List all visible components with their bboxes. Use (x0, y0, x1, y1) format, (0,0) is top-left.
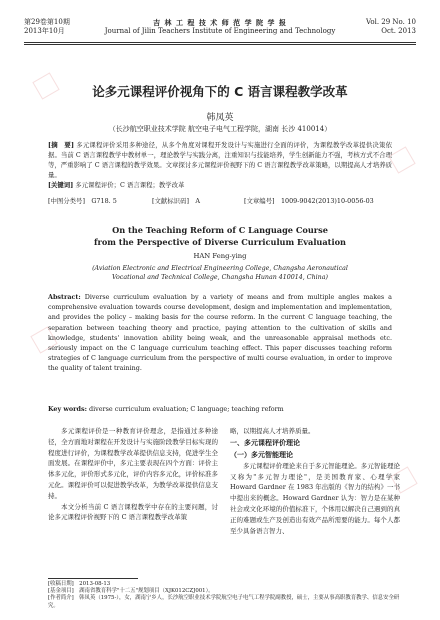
footnote-author-bio: [作者简介] 韩凤英（1975-），女，湖南宁乡人，长沙航空职业技术学院航空电子电气工程学院副教授，硕士，主要从事高职教育教学、信息安全研究。 (48, 595, 400, 609)
header-volume-en-block (366, 18, 416, 36)
keywords-en-text: diverse curriculum evaluation; C language; teaching reform (89, 405, 284, 413)
section-heading: 一、多元课程评价理论 (230, 437, 300, 447)
english-author: HAN Feng-ying (193, 252, 247, 260)
header-journal-en: Journal of Jilin Teachers Institute of Engineering and Technology (104, 27, 336, 35)
keywords-en (48, 404, 392, 414)
subsection-heading: （一）多元智能理论 (230, 449, 293, 459)
footnote-received: [收稿日期] 2013-08-13 (48, 581, 111, 587)
body-paragraph: 多元课程评价是一种教育评价理念，是指通过多种途径，全方面地对课程在开发设计与实施阶段教学目标实现的程度进行评价，为课程教学改革提供信息支持，促进学生全面发展。在课程评价中，多元主要表现在四个方面：评价主体多元化，评价形式多元化，评价内容多元化，评价标准多元化。课程评价可以促进教学改革，为教学改革提供信息支持。 (48, 427, 218, 500)
english-affiliation (60, 264, 380, 282)
classification-row (48, 196, 392, 206)
body-paragraph: 略，以期提高人才培养质量。 (230, 427, 315, 435)
watermark-stamp (388, 146, 415, 173)
body-column-left (48, 426, 218, 523)
footnote (48, 581, 400, 610)
english-title (0, 224, 440, 248)
header-journal-cn: 吉 林 工 程 技 术 师 范 学 院 学 报 (153, 18, 287, 27)
english-affiliation-line1: (Aviation Electronic and Electrical Engineering College, Changsha Aeronautical (92, 265, 348, 272)
keywords-cn-text: 多元课程评价；C 语言课程；教学改革 (75, 181, 185, 189)
article-number: [文章编号] 1009-9042(2013)10-0056-03 (244, 197, 374, 205)
english-title-line2: from the Perspective of Diverse Curriculum Evaluation (94, 237, 346, 247)
header-rule-thin (24, 44, 416, 45)
abstract-en (48, 292, 392, 374)
body-paragraph: 多元课程评价理论来自于多元智能理论。多元智能理论又称为"多元智力理论"，是美国教育家、心理学家 Howard Gardner 在 1983 年出版的《智力的结构》一书中提出来的概念。Howard Gardner 认为：智力是在某种社会或文化环境的价值标准下，个体用以解决自己遇到的真正的难题或生产及创造出有效产品所需要的能力。每个人都至少具备语言智力、 (230, 461, 400, 535)
header-journal (24, 18, 416, 36)
article-affiliation: （长沙航空职业技术学院 航空电子电气工程学院，湖南 长沙 410014） (108, 125, 332, 133)
header-date-en: Oct. 2013 (381, 27, 416, 35)
abstract-en-label: Abstract: (48, 293, 81, 301)
keywords-cn (48, 180, 392, 190)
abstract-cn-label: [摘 要] (48, 141, 74, 149)
english-title-line1: On the Teaching Reform of C Language Course (112, 225, 328, 235)
footnote-fund: [基金项目] 湖南省教育科学"十二五"规划项目（XJK012CZJ001）。 (48, 588, 214, 595)
abstract-cn (48, 140, 392, 190)
abstract-cn-text: 多元课程评价采用多种途径，从多个角度对课程开发设计与实施进行全面的评价，为课程教学改革提供决策依据。当前 C 语言课程教学中教材单一，理论教学与实践分离，注重知识与技能培养，学生创新能力不强，考核方式不合理等，严重影响了 C 语言课程的教学效果。文章探讨多元课程评价视野下的 C 语言课程教学改革策略，以期提高人才培养质量。 (48, 141, 392, 179)
document-code: [文献标识码] A (152, 197, 200, 205)
footnote-rule (48, 578, 138, 579)
article-author: 韩凤英 (206, 113, 234, 123)
header-rule-thick (24, 42, 416, 43)
body-paragraph: 本文分析当前 C 语言课程教学中存在的主要问题，讨论多元课程评价视野下的 C 语言课程教学改革策 (48, 502, 218, 522)
running-header (24, 18, 416, 44)
keywords-cn-label: [关键词] (48, 181, 74, 189)
header-date-cn: 2013年10月 (24, 27, 65, 35)
article-title: 论多元课程评价视角下的 C 语言课程教学改革 (92, 84, 348, 99)
clc-number: [中图分类号] G718. 5 (48, 197, 117, 205)
body-column-right (230, 426, 400, 536)
abstract-en-text: Diverse curriculum evaluation by a variety of means and from multiple angles makes a comprehensive evaluation towards course development, design and implementation and implementation, and provides the policy – making basis for the course reform. In the current C language teaching, the separation between teaching theory and practice, paying attention to the cultivation of skills and knowledge, students' innovation ability being weak, and the unreasonable appraisal methods etc. seriously impact on the C language curriculum teaching effect. This paper discusses teaching reform strategies of C language curriculum from the perspective of multi course evaluation, in order to improve the quality of talent training. (48, 293, 392, 373)
keywords-en-label: Key words: (48, 405, 87, 413)
header-volume-cn: 第29卷第10期 (24, 18, 70, 26)
header-volume-en: Vol. 29 No. 10 (365, 18, 416, 26)
english-affiliation-line2: Vocational and Technical College, Changsha Hunan 410014, China) (112, 274, 328, 281)
